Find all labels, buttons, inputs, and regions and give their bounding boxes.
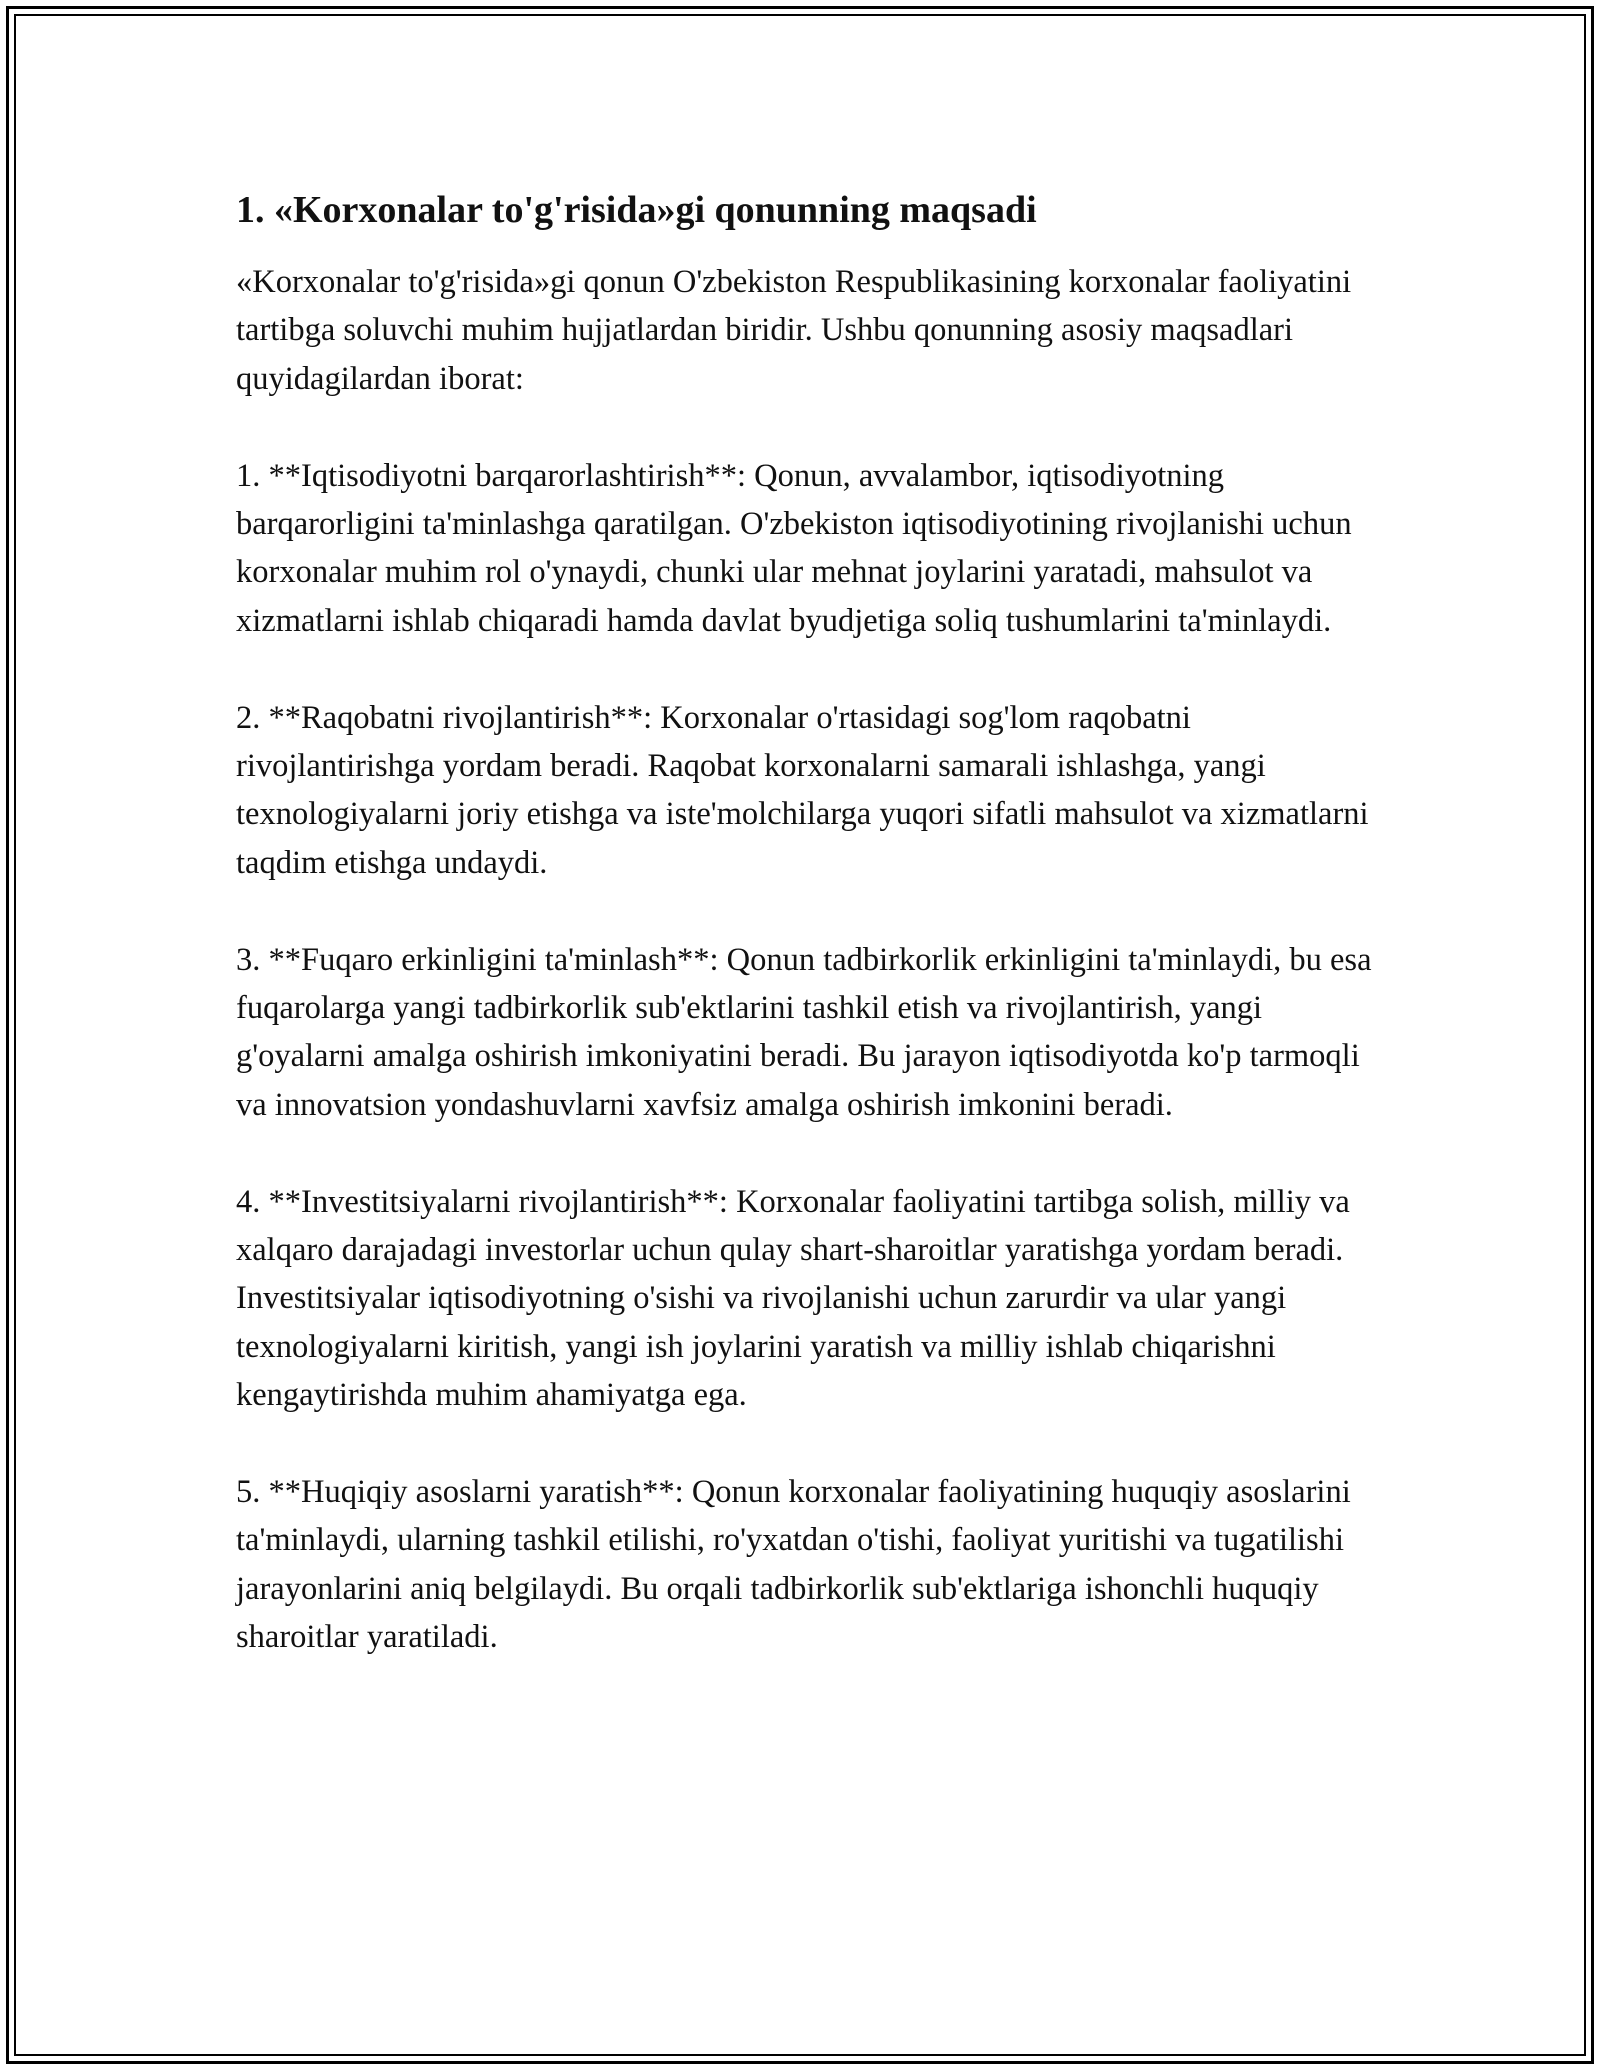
goal-paragraph-4: 4. **Investitsiyalarni rivojlantirish**: Korxonalar faoliyatini tartibga solish, milliy va xalqaro darajadagi investorlar uchun qulay shart-sharoitlar yaratishga yordam beradi. Investitsiyalar iqtisodiyotning o'sishi va rivojlanishi uchun zarurdir va ular yangi texnologiyalarni kiritish, yangi ish joylarini yaratish va milliy ishlab chiqarishni kengaytirishda muhim ahamiyatga ega. <box>236 1183 1350 1414</box>
intro-paragraph: «Korxonalar to'g'risida»gi qonun O'zbekiston Respublikasining korxonalar faoliyatini tartibga soluvchi muhim hujjatlardan biridir. Ushbu qonunning asosiy maqsadlari quyidagilardan iborat: <box>236 264 1352 397</box>
goal-paragraph-3: 3. **Fuqaro erkinligini ta'minlash**: Qonun tadbirkorlik erkinligini ta'minlaydi, bu esa fuqarolarga yangi tadbirkorlik sub'ektlarini tashkil etish va rivojlantirish, yangi g'oyalarni amalga oshirish imkoniyatini beradi. Bu jarayon iqtisodiyotda ko'p tarmoqli va innovatsion yondashuvlarni xavfsiz amalga oshirish imkonini beradi. <box>236 941 1372 1123</box>
goal-paragraph-2: 2. **Raqobatni rivojlantirish**: Korxonalar o'rtasidagi sog'lom raqobatni rivojlantirishga yordam beradi. Raqobat korxonalarni samarali ishlashga, yangi texnologiyalarni joriy etishga va iste'molchilarga yuqori sifatli mahsulot va xizmatlarni taqdim etishga undaydi. <box>236 699 1369 881</box>
document-body <box>236 186 1376 1710</box>
goal-paragraph-1: 1. **Iqtisodiyotni barqarorlashtirish**: Qonun, avvalambor, iqtisodiyotning barqarorligini ta'minlashga qaratilgan. O'zbekiston iqtisodiyotining rivojlanishi uchun korxonalar muhim rol o'ynaydi, chunki ular mehnat joylarini yaratadi, mahsulot va xizmatlarni ishlab chiqaradi hamda davlat byudjetiga soliq tushumlarini ta'minlaydi. <box>236 457 1352 639</box>
document-title: 1. «Korxonalar to'g'risida»gi qonunning maqsadi <box>236 189 1037 231</box>
goal-paragraph-5: 5. **Huqiqiy asoslarni yaratish**: Qonun korxonalar faoliyatining huquqiy asoslarini ta'minlaydi, ularning tashkil etilishi, ro'yxatdan o'tishi, faoliyat yuritishi va tugatilishi jarayonlarini aniq belgilaydi. Bu orqali tadbirkorlik sub'ektlariga ishonchli huquqiy sharoitlar yaratiladi. <box>236 1474 1351 1656</box>
